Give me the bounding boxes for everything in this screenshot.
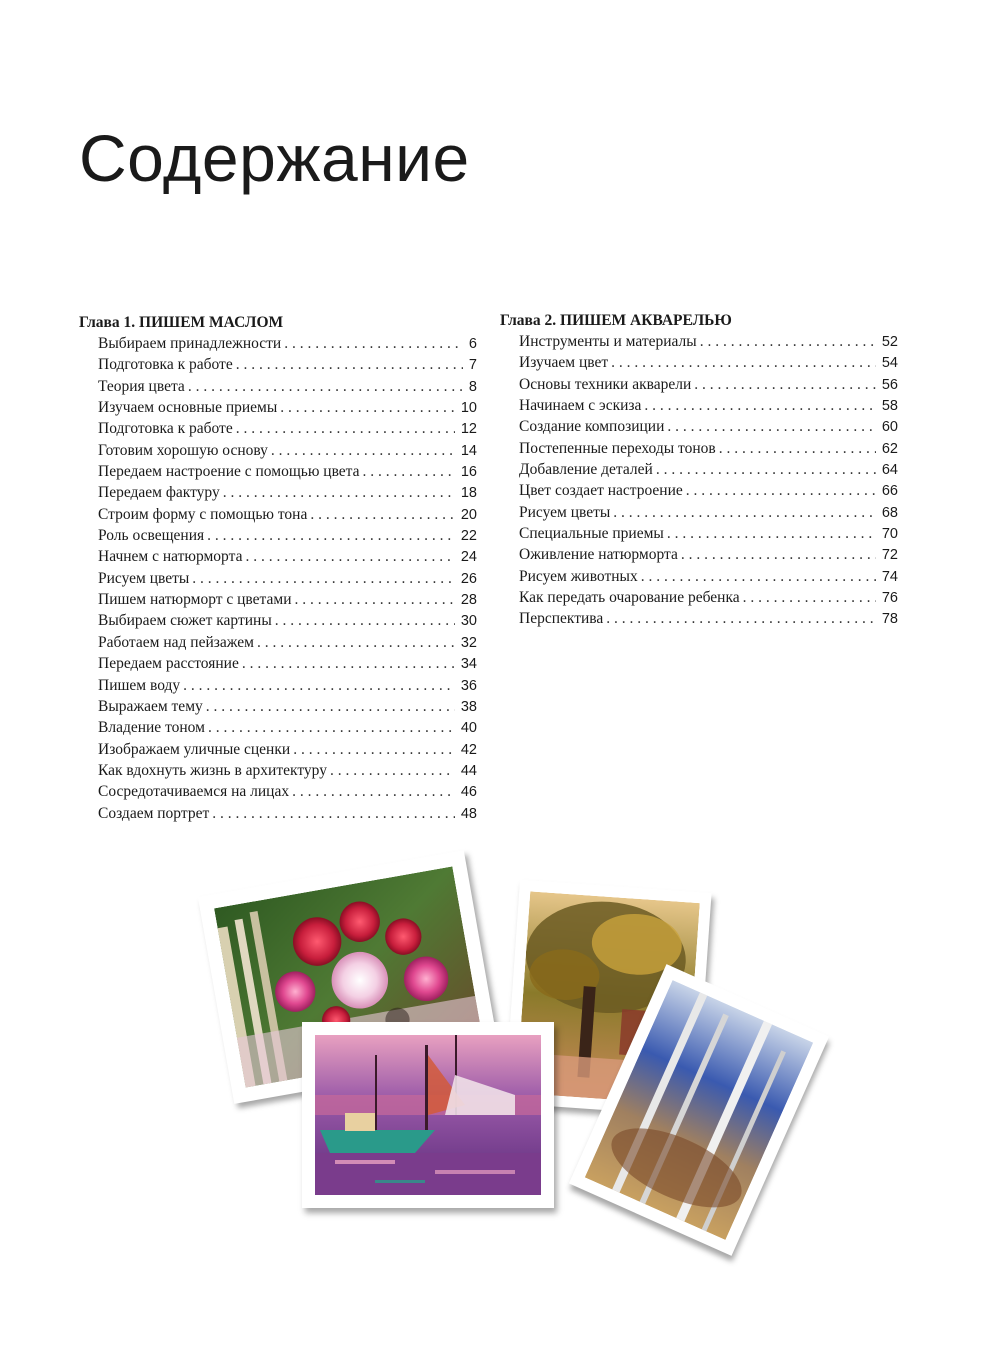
toc-entry-title: Роль освещения xyxy=(98,527,205,545)
dot-leader xyxy=(275,610,455,631)
toc-entry-page: 28 xyxy=(460,592,477,609)
toc-entry-title: Пишем натюрморт с цветами xyxy=(98,591,292,609)
toc-entry-page: 14 xyxy=(460,442,477,459)
boats-photo xyxy=(302,1022,554,1208)
dot-leader xyxy=(208,717,455,738)
toc-entry xyxy=(98,461,477,482)
toc-entry-page: 76 xyxy=(881,590,898,607)
toc-entry-page: 6 xyxy=(468,336,477,352)
toc-entry-title: Специальные приемы xyxy=(519,525,664,543)
toc-entry-page: 30 xyxy=(460,613,477,630)
toc-entry-title: Рисуем цветы xyxy=(519,503,611,521)
toc-entry-title: Передаем расстояние xyxy=(98,655,239,673)
dot-leader xyxy=(310,504,455,525)
toc-entry-page: 46 xyxy=(460,784,477,801)
dot-leader xyxy=(192,568,455,589)
toc-entry-page: 60 xyxy=(881,419,898,436)
toc-entry xyxy=(98,803,477,824)
toc-entry-title: Цвет создает настроение xyxy=(519,482,683,500)
toc-entry xyxy=(98,333,477,354)
toc-entry-title: Изучаем цвет xyxy=(519,354,609,372)
dot-leader xyxy=(686,480,876,501)
toc-chapter-2 xyxy=(500,310,898,630)
toc-entry xyxy=(98,610,477,631)
toc-entry-title: Выбираем сюжет картины xyxy=(98,612,272,630)
toc-entry xyxy=(98,781,477,802)
toc-entry-page: 44 xyxy=(460,762,477,779)
dot-leader xyxy=(681,544,876,565)
dot-leader xyxy=(284,333,463,354)
toc-entry-page: 34 xyxy=(460,656,477,673)
toc-entry xyxy=(98,739,477,760)
toc-entry-page: 64 xyxy=(881,462,898,479)
dot-leader xyxy=(293,739,455,760)
toc-entry xyxy=(98,717,477,738)
toc-entry-title: Готовим хорошую основу xyxy=(98,441,268,459)
dot-leader xyxy=(330,760,455,781)
toc-entry-page: 38 xyxy=(460,698,477,715)
toc-entry-page: 42 xyxy=(460,741,477,758)
toc-entry xyxy=(98,675,477,696)
toc-entry xyxy=(519,416,898,437)
toc-entry xyxy=(98,440,477,461)
toc-entry xyxy=(98,504,477,525)
toc-entry-title: Владение тоном xyxy=(98,719,205,737)
toc-entry-title: Работаем над пейзажем xyxy=(98,633,254,651)
toc-entry-title: Передаем фактуру xyxy=(98,484,220,502)
dot-leader xyxy=(656,459,876,480)
toc-entry-page: 70 xyxy=(881,526,898,543)
toc-entry xyxy=(98,397,477,418)
toc-entry-page: 66 xyxy=(881,483,898,500)
dot-leader xyxy=(242,653,455,674)
toc-entry-page: 56 xyxy=(881,376,898,393)
toc-entry xyxy=(98,760,477,781)
chapter-heading: Глава 1. ПИШЕМ МАСЛОМ xyxy=(79,314,284,331)
toc-entry xyxy=(98,376,477,397)
toc-chapter-1 xyxy=(79,312,477,824)
toc-list xyxy=(500,331,898,630)
dot-leader xyxy=(245,546,454,567)
toc-entry xyxy=(98,354,477,375)
toc-entry-title: Изображаем уличные сценки xyxy=(98,740,291,758)
toc-entry-page: 36 xyxy=(460,677,477,694)
toc-entry-page: 74 xyxy=(881,568,898,585)
toc-entry-page: 62 xyxy=(881,440,898,457)
toc-entry-title: Оживление натюрморта xyxy=(519,546,678,564)
toc-entry xyxy=(519,395,898,416)
dot-leader xyxy=(611,352,876,373)
toc-entry-page: 8 xyxy=(468,378,477,395)
dot-leader xyxy=(606,608,876,629)
toc-entry xyxy=(98,632,477,653)
toc-entry xyxy=(98,568,477,589)
toc-entry-title: Создаем портрет xyxy=(98,804,210,822)
toc-entry-page: 40 xyxy=(460,720,477,737)
dot-leader xyxy=(363,461,455,482)
toc-entry xyxy=(98,696,477,717)
toc-entry xyxy=(98,546,477,567)
toc-entry-page: 26 xyxy=(460,570,477,587)
dot-leader xyxy=(236,418,455,439)
toc-entry-title: Инструменты и материалы xyxy=(519,333,697,350)
dot-leader xyxy=(183,675,455,696)
toc-entry-title: Подготовка к работе xyxy=(98,356,233,374)
toc-entry xyxy=(519,566,898,587)
toc-entry-title: Как передать очарование ребенка xyxy=(519,589,740,607)
dot-leader xyxy=(223,482,455,503)
dot-leader xyxy=(236,354,463,375)
toc-entry-title: Начнем с натюрморта xyxy=(98,548,243,566)
boats-harbor-painting xyxy=(315,1035,541,1195)
toc-entry-title: Рисуем цветы xyxy=(98,569,190,587)
toc-entry-title: Рисуем животных xyxy=(519,567,638,585)
toc-entry xyxy=(98,525,477,546)
toc-list xyxy=(79,333,477,824)
toc-entry-page: 52 xyxy=(881,334,898,350)
dot-leader xyxy=(188,376,463,397)
toc-entry xyxy=(519,502,898,523)
toc-entry xyxy=(98,418,477,439)
toc-entry-page: 12 xyxy=(460,421,477,438)
toc-entry-page: 68 xyxy=(881,504,898,521)
page-title: Содержание xyxy=(79,121,470,195)
toc-entry xyxy=(519,459,898,480)
toc-entry-title: Теория цвета xyxy=(98,377,185,395)
toc-entry-title: Как вдохнуть жизнь в архитектуру xyxy=(98,761,327,779)
dot-leader xyxy=(295,589,455,610)
toc-entry xyxy=(98,653,477,674)
toc-entry-page: 18 xyxy=(460,485,477,502)
toc-entry-page: 7 xyxy=(468,357,477,374)
toc-entry-page: 20 xyxy=(460,506,477,523)
toc-entry-page: 16 xyxy=(460,464,477,481)
toc-entry-page: 10 xyxy=(460,400,477,417)
dot-leader xyxy=(667,416,875,437)
dot-leader xyxy=(271,440,455,461)
toc-entry-title: Строим форму с помощью тона xyxy=(98,505,308,523)
toc-entry-title: Основы техники акварели xyxy=(519,375,692,393)
toc-entry xyxy=(98,482,477,503)
toc-entry-title: Начинаем с эскиза xyxy=(519,397,642,415)
toc-entry-page: 48 xyxy=(460,805,477,822)
toc-entry-page: 54 xyxy=(881,355,898,372)
dot-leader xyxy=(644,395,875,416)
toc-entry-page: 72 xyxy=(881,547,898,564)
dot-leader xyxy=(280,397,455,418)
toc-entry xyxy=(519,587,898,608)
toc-entry xyxy=(519,480,898,501)
toc-entry-title: Перспектива xyxy=(519,610,604,628)
toc-entry-title: Изучаем основные приемы xyxy=(98,399,278,417)
toc-entry-title: Сосредотачиваемся на лицах xyxy=(98,783,290,801)
toc-entry-title: Подготовка к работе xyxy=(98,420,233,438)
dot-leader xyxy=(694,374,876,395)
toc-entry xyxy=(519,374,898,395)
dot-leader xyxy=(641,566,876,587)
dot-leader xyxy=(743,587,876,608)
dot-leader xyxy=(719,438,876,459)
toc-entry-page: 78 xyxy=(881,611,898,628)
toc-entry-title: Выражаем тему xyxy=(98,697,203,715)
dot-leader xyxy=(206,696,455,717)
toc-entry xyxy=(519,352,898,373)
toc-entry xyxy=(519,523,898,544)
toc-entry xyxy=(519,608,898,629)
toc-entry-title: Добавление деталей xyxy=(519,461,653,479)
dot-leader xyxy=(667,523,876,544)
chapter-heading: Глава 2. ПИШЕМ АКВАРЕЛЬЮ xyxy=(500,312,732,329)
toc-entry-page: 32 xyxy=(460,634,477,651)
toc-entry xyxy=(98,589,477,610)
dot-leader xyxy=(292,781,455,802)
dot-leader xyxy=(613,502,876,523)
dot-leader xyxy=(212,803,455,824)
toc-entry xyxy=(519,438,898,459)
toc-entry-title: Постепенные переходы тонов xyxy=(519,439,716,457)
toc-entry-title: Пишем воду xyxy=(98,676,181,694)
toc-entry xyxy=(519,544,898,565)
toc-entry-title: Выбираем принадлежности xyxy=(98,335,282,352)
toc-entry-title: Передаем настроение с помощью цвета xyxy=(98,463,360,481)
toc-entry-page: 58 xyxy=(881,398,898,415)
toc-entry-page: 22 xyxy=(460,528,477,545)
dot-leader xyxy=(207,525,455,546)
toc-entry xyxy=(519,331,898,352)
dot-leader xyxy=(700,331,876,352)
toc-entry-page: 24 xyxy=(460,549,477,566)
toc-entry-title: Создание композиции xyxy=(519,418,665,436)
dot-leader xyxy=(257,632,455,653)
